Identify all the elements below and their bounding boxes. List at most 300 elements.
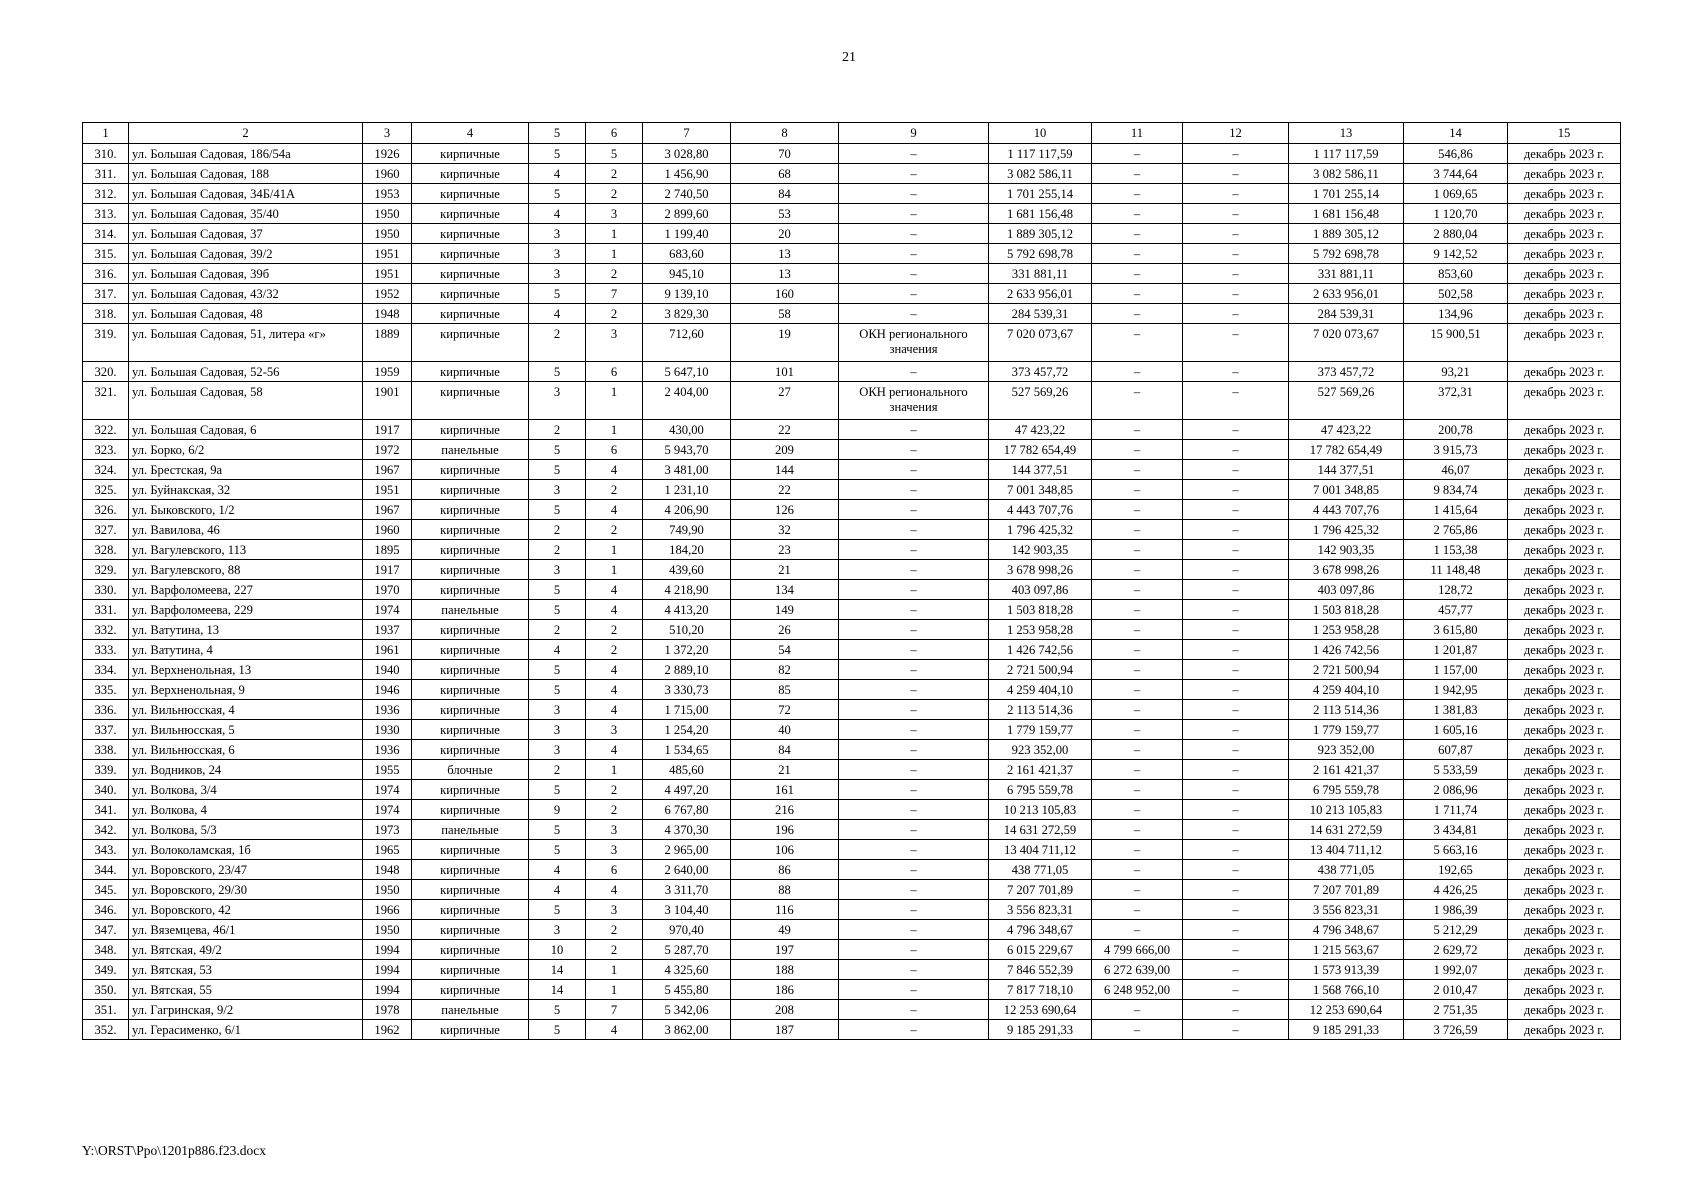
cell-address: ул. Вяземцева, 46/1 (129, 920, 363, 940)
cell-cost-per-sqm: 1 153,38 (1404, 540, 1508, 560)
column-header-7: 7 (643, 123, 731, 144)
cell-owners-share: 1 573 913,39 (1289, 960, 1404, 980)
cell-floors: 3 (529, 700, 586, 720)
cell-planned-date: декабрь 2023 г. (1508, 480, 1621, 500)
cell-fund-share: – (1092, 304, 1183, 324)
cell-residents-count: 53 (731, 204, 839, 224)
cell-fund-share: – (1092, 820, 1183, 840)
cell-wall-material: кирпичные (412, 362, 529, 382)
table-row (83, 304, 1621, 324)
table-row (83, 1020, 1621, 1040)
cell-address: ул. Большая Садовая, 34Б/41А (129, 184, 363, 204)
cell-cost-per-sqm: 46,07 (1404, 460, 1508, 480)
cell-floors: 5 (529, 840, 586, 860)
cell-heritage-status: – (839, 800, 989, 820)
cell-entrances: 3 (586, 324, 643, 362)
cell-row-number: 333. (83, 640, 129, 660)
cell-total-area: 5 455,80 (643, 980, 731, 1000)
table-row (83, 480, 1621, 500)
cell-year-built: 1973 (363, 820, 412, 840)
cell-entrances: 1 (586, 244, 643, 264)
cell-entrances: 4 (586, 700, 643, 720)
cell-total-area: 712,60 (643, 324, 731, 362)
cell-address: ул. Вавилова, 46 (129, 520, 363, 540)
cell-entrances: 4 (586, 880, 643, 900)
cell-regional-share: – (1183, 304, 1289, 324)
cell-entrances: 2 (586, 640, 643, 660)
cell-planned-date: декабрь 2023 г. (1508, 800, 1621, 820)
cell-wall-material: кирпичные (412, 500, 529, 520)
cell-regional-share: – (1183, 980, 1289, 1000)
cell-owners-share: 284 539,31 (1289, 304, 1404, 324)
cell-heritage-status: ОКН регионального значения (839, 382, 989, 420)
cell-planned-date: декабрь 2023 г. (1508, 880, 1621, 900)
cell-cost-per-sqm: 457,77 (1404, 600, 1508, 620)
cell-address: ул. Брестская, 9а (129, 460, 363, 480)
cell-row-number: 329. (83, 560, 129, 580)
cell-regional-share: – (1183, 1020, 1289, 1040)
cell-owners-share: 4 259 404,10 (1289, 680, 1404, 700)
column-header-14: 14 (1404, 123, 1508, 144)
cell-heritage-status: – (839, 960, 989, 980)
cell-year-built: 1951 (363, 244, 412, 264)
cell-wall-material: кирпичные (412, 800, 529, 820)
table-row (83, 760, 1621, 780)
cell-cost-per-sqm: 15 900,51 (1404, 324, 1508, 362)
cell-cost-per-sqm: 1 986,39 (1404, 900, 1508, 920)
cell-wall-material: кирпичные (412, 304, 529, 324)
cell-year-built: 1926 (363, 144, 412, 164)
cell-floors: 4 (529, 304, 586, 324)
cell-regional-share: – (1183, 720, 1289, 740)
cell-year-built: 1974 (363, 800, 412, 820)
cell-year-built: 1895 (363, 540, 412, 560)
cell-residents-count: 49 (731, 920, 839, 940)
cell-heritage-status: – (839, 600, 989, 620)
cell-row-number: 340. (83, 780, 129, 800)
cell-year-built: 1917 (363, 420, 412, 440)
cell-regional-share: – (1183, 284, 1289, 304)
page-number: 21 (842, 50, 856, 65)
cell-cost-per-sqm: 93,21 (1404, 362, 1508, 382)
cell-total-cost: 1 681 156,48 (989, 204, 1092, 224)
cell-fund-share: – (1092, 244, 1183, 264)
cell-heritage-status: – (839, 860, 989, 880)
cell-entrances: 2 (586, 620, 643, 640)
cell-total-cost: 144 377,51 (989, 460, 1092, 480)
table-row (83, 720, 1621, 740)
cell-fund-share: – (1092, 700, 1183, 720)
cell-residents-count: 106 (731, 840, 839, 860)
table-row (83, 560, 1621, 580)
cell-regional-share: – (1183, 204, 1289, 224)
cell-fund-share: – (1092, 144, 1183, 164)
cell-total-area: 5 647,10 (643, 362, 731, 382)
cell-cost-per-sqm: 1 415,64 (1404, 500, 1508, 520)
cell-total-cost: 7 846 552,39 (989, 960, 1092, 980)
cell-floors: 2 (529, 540, 586, 560)
cell-owners-share: 438 771,05 (1289, 860, 1404, 880)
cell-address: ул. Вятская, 55 (129, 980, 363, 1000)
cell-fund-share: – (1092, 620, 1183, 640)
cell-entrances: 4 (586, 460, 643, 480)
cell-row-number: 334. (83, 660, 129, 680)
cell-cost-per-sqm: 2 086,96 (1404, 780, 1508, 800)
cell-entrances: 4 (586, 580, 643, 600)
column-header-15: 15 (1508, 123, 1621, 144)
cell-total-area: 683,60 (643, 244, 731, 264)
cell-floors: 3 (529, 382, 586, 420)
cell-regional-share: – (1183, 680, 1289, 700)
cell-total-area: 4 370,30 (643, 820, 731, 840)
cell-row-number: 335. (83, 680, 129, 700)
cell-wall-material: кирпичные (412, 700, 529, 720)
cell-total-cost: 1 253 958,28 (989, 620, 1092, 640)
cell-residents-count: 101 (731, 362, 839, 382)
table-row (83, 780, 1621, 800)
cell-cost-per-sqm: 5 533,59 (1404, 760, 1508, 780)
cell-owners-share: 6 795 559,78 (1289, 780, 1404, 800)
cell-residents-count: 208 (731, 1000, 839, 1020)
cell-year-built: 1994 (363, 980, 412, 1000)
cell-planned-date: декабрь 2023 г. (1508, 920, 1621, 940)
cell-owners-share: 1 889 305,12 (1289, 224, 1404, 244)
cell-residents-count: 134 (731, 580, 839, 600)
cell-wall-material: кирпичные (412, 420, 529, 440)
cell-row-number: 339. (83, 760, 129, 780)
cell-total-cost: 2 161 421,37 (989, 760, 1092, 780)
cell-wall-material: кирпичные (412, 1020, 529, 1040)
cell-planned-date: декабрь 2023 г. (1508, 740, 1621, 760)
cell-total-area: 2 899,60 (643, 204, 731, 224)
cell-residents-count: 40 (731, 720, 839, 740)
table-row (83, 144, 1621, 164)
cell-regional-share: – (1183, 760, 1289, 780)
cell-fund-share: – (1092, 760, 1183, 780)
cell-year-built: 1962 (363, 1020, 412, 1040)
cell-planned-date: декабрь 2023 г. (1508, 720, 1621, 740)
cell-row-number: 325. (83, 480, 129, 500)
cell-fund-share: 6 248 952,00 (1092, 980, 1183, 1000)
cell-total-area: 439,60 (643, 560, 731, 580)
cell-heritage-status: – (839, 760, 989, 780)
cell-regional-share: – (1183, 820, 1289, 840)
table-row (83, 1000, 1621, 1020)
table-row (83, 460, 1621, 480)
cell-planned-date: декабрь 2023 г. (1508, 204, 1621, 224)
cell-heritage-status: – (839, 560, 989, 580)
cell-year-built: 1966 (363, 900, 412, 920)
cell-total-area: 1 715,00 (643, 700, 731, 720)
cell-residents-count: 85 (731, 680, 839, 700)
table-row (83, 960, 1621, 980)
cell-row-number: 347. (83, 920, 129, 940)
cell-total-area: 6 767,80 (643, 800, 731, 820)
cell-floors: 5 (529, 500, 586, 520)
cell-wall-material: кирпичные (412, 264, 529, 284)
cell-row-number: 319. (83, 324, 129, 362)
cell-regional-share: – (1183, 740, 1289, 760)
table-row (83, 600, 1621, 620)
cell-fund-share: – (1092, 680, 1183, 700)
cell-total-area: 3 481,00 (643, 460, 731, 480)
cell-cost-per-sqm: 1 120,70 (1404, 204, 1508, 224)
table-row (83, 640, 1621, 660)
cell-planned-date: декабрь 2023 г. (1508, 1000, 1621, 1020)
cell-total-area: 4 497,20 (643, 780, 731, 800)
cell-floors: 3 (529, 244, 586, 264)
table-row (83, 440, 1621, 460)
cell-owners-share: 47 423,22 (1289, 420, 1404, 440)
cell-fund-share: – (1092, 382, 1183, 420)
cell-cost-per-sqm: 3 615,80 (1404, 620, 1508, 640)
cell-row-number: 312. (83, 184, 129, 204)
cell-entrances: 2 (586, 304, 643, 324)
cell-residents-count: 186 (731, 980, 839, 1000)
cell-year-built: 1960 (363, 164, 412, 184)
cell-wall-material: панельные (412, 1000, 529, 1020)
cell-cost-per-sqm: 3 744,64 (1404, 164, 1508, 184)
cell-wall-material: кирпичные (412, 164, 529, 184)
cell-cost-per-sqm: 11 148,48 (1404, 560, 1508, 580)
cell-year-built: 1961 (363, 640, 412, 660)
cell-regional-share: – (1183, 920, 1289, 940)
cell-heritage-status: – (839, 304, 989, 324)
cell-address: ул. Большая Садовая, 39б (129, 264, 363, 284)
cell-floors: 2 (529, 620, 586, 640)
cell-total-cost: 4 796 348,67 (989, 920, 1092, 940)
cell-entrances: 4 (586, 500, 643, 520)
cell-owners-share: 4 443 707,76 (1289, 500, 1404, 520)
cell-floors: 5 (529, 440, 586, 460)
cell-year-built: 1955 (363, 760, 412, 780)
cell-year-built: 1917 (363, 560, 412, 580)
cell-entrances: 2 (586, 480, 643, 500)
cell-heritage-status: – (839, 1000, 989, 1020)
cell-residents-count: 23 (731, 540, 839, 560)
cell-heritage-status: – (839, 244, 989, 264)
cell-cost-per-sqm: 134,96 (1404, 304, 1508, 324)
cell-year-built: 1978 (363, 1000, 412, 1020)
cell-regional-share: – (1183, 144, 1289, 164)
cell-residents-count: 84 (731, 740, 839, 760)
cell-cost-per-sqm: 3 434,81 (1404, 820, 1508, 840)
cell-total-area: 2 404,00 (643, 382, 731, 420)
cell-total-cost: 3 678 998,26 (989, 560, 1092, 580)
cell-total-area: 3 829,30 (643, 304, 731, 324)
cell-regional-share: – (1183, 184, 1289, 204)
cell-total-cost: 5 792 698,78 (989, 244, 1092, 264)
cell-total-cost: 6 795 559,78 (989, 780, 1092, 800)
cell-address: ул. Водников, 24 (129, 760, 363, 780)
table-row (83, 184, 1621, 204)
cell-year-built: 1948 (363, 304, 412, 324)
cell-floors: 4 (529, 860, 586, 880)
cell-wall-material: кирпичные (412, 780, 529, 800)
cell-total-cost: 331 881,11 (989, 264, 1092, 284)
cell-fund-share: – (1092, 440, 1183, 460)
cell-cost-per-sqm: 1 069,65 (1404, 184, 1508, 204)
cell-cost-per-sqm: 1 942,95 (1404, 680, 1508, 700)
cell-total-cost: 3 082 586,11 (989, 164, 1092, 184)
cell-residents-count: 13 (731, 264, 839, 284)
cell-total-cost: 13 404 711,12 (989, 840, 1092, 860)
cell-owners-share: 3 082 586,11 (1289, 164, 1404, 184)
cell-entrances: 4 (586, 1020, 643, 1040)
cell-address: ул. Большая Садовая, 52-56 (129, 362, 363, 382)
cell-total-cost: 142 903,35 (989, 540, 1092, 560)
cell-year-built: 1946 (363, 680, 412, 700)
cell-wall-material: кирпичные (412, 960, 529, 980)
cell-planned-date: декабрь 2023 г. (1508, 960, 1621, 980)
cell-wall-material: кирпичные (412, 940, 529, 960)
cell-cost-per-sqm: 192,65 (1404, 860, 1508, 880)
housing-register-table (82, 122, 1621, 1040)
table-row (83, 660, 1621, 680)
cell-cost-per-sqm: 9 142,52 (1404, 244, 1508, 264)
cell-row-number: 318. (83, 304, 129, 324)
cell-cost-per-sqm: 9 834,74 (1404, 480, 1508, 500)
cell-row-number: 322. (83, 420, 129, 440)
cell-address: ул. Большая Садовая, 43/32 (129, 284, 363, 304)
column-header-8: 8 (731, 123, 839, 144)
cell-year-built: 1948 (363, 860, 412, 880)
column-header-3: 3 (363, 123, 412, 144)
table-row (83, 620, 1621, 640)
cell-regional-share: – (1183, 420, 1289, 440)
cell-address: ул. Большая Садовая, 186/54а (129, 144, 363, 164)
cell-cost-per-sqm: 607,87 (1404, 740, 1508, 760)
cell-row-number: 326. (83, 500, 129, 520)
cell-total-cost: 7 207 701,89 (989, 880, 1092, 900)
cell-wall-material: кирпичные (412, 720, 529, 740)
cell-residents-count: 216 (731, 800, 839, 820)
cell-total-area: 2 740,50 (643, 184, 731, 204)
cell-planned-date: декабрь 2023 г. (1508, 420, 1621, 440)
cell-floors: 5 (529, 660, 586, 680)
cell-row-number: 316. (83, 264, 129, 284)
cell-wall-material: кирпичные (412, 382, 529, 420)
table-row (83, 900, 1621, 920)
cell-owners-share: 144 377,51 (1289, 460, 1404, 480)
cell-cost-per-sqm: 546,86 (1404, 144, 1508, 164)
cell-residents-count: 21 (731, 760, 839, 780)
cell-entrances: 2 (586, 184, 643, 204)
cell-planned-date: декабрь 2023 г. (1508, 620, 1621, 640)
column-header-6: 6 (586, 123, 643, 144)
cell-planned-date: декабрь 2023 г. (1508, 560, 1621, 580)
cell-planned-date: декабрь 2023 г. (1508, 980, 1621, 1000)
cell-year-built: 1972 (363, 440, 412, 460)
cell-regional-share: – (1183, 164, 1289, 184)
cell-heritage-status: – (839, 144, 989, 164)
cell-year-built: 1965 (363, 840, 412, 860)
cell-heritage-status: – (839, 620, 989, 640)
cell-owners-share: 1 568 766,10 (1289, 980, 1404, 1000)
cell-year-built: 1970 (363, 580, 412, 600)
cell-address: ул. Вильнюсская, 4 (129, 700, 363, 720)
cell-row-number: 338. (83, 740, 129, 760)
cell-year-built: 1950 (363, 224, 412, 244)
cell-floors: 10 (529, 940, 586, 960)
cell-heritage-status: – (839, 740, 989, 760)
cell-planned-date: декабрь 2023 г. (1508, 760, 1621, 780)
cell-fund-share: – (1092, 880, 1183, 900)
cell-residents-count: 22 (731, 420, 839, 440)
cell-regional-share: – (1183, 324, 1289, 362)
cell-floors: 2 (529, 760, 586, 780)
cell-wall-material: кирпичные (412, 460, 529, 480)
cell-regional-share: – (1183, 700, 1289, 720)
cell-total-area: 485,60 (643, 760, 731, 780)
cell-heritage-status: – (839, 440, 989, 460)
cell-wall-material: панельные (412, 820, 529, 840)
cell-residents-count: 13 (731, 244, 839, 264)
column-header-4: 4 (412, 123, 529, 144)
cell-fund-share: 4 799 666,00 (1092, 940, 1183, 960)
cell-wall-material: кирпичные (412, 224, 529, 244)
column-header-12: 12 (1183, 123, 1289, 144)
cell-address: ул. Волкова, 5/3 (129, 820, 363, 840)
cell-row-number: 324. (83, 460, 129, 480)
table-row (83, 244, 1621, 264)
cell-planned-date: декабрь 2023 г. (1508, 700, 1621, 720)
cell-address: ул. Вятская, 49/2 (129, 940, 363, 960)
cell-owners-share: 403 097,86 (1289, 580, 1404, 600)
cell-year-built: 1940 (363, 660, 412, 680)
cell-total-cost: 4 259 404,10 (989, 680, 1092, 700)
table-row (83, 284, 1621, 304)
table-row (83, 540, 1621, 560)
cell-regional-share: – (1183, 460, 1289, 480)
cell-fund-share: – (1092, 164, 1183, 184)
cell-regional-share: – (1183, 900, 1289, 920)
cell-planned-date: декабрь 2023 г. (1508, 900, 1621, 920)
cell-heritage-status: – (839, 500, 989, 520)
cell-total-cost: 1 503 818,28 (989, 600, 1092, 620)
cell-wall-material: кирпичные (412, 840, 529, 860)
cell-total-cost: 1 889 305,12 (989, 224, 1092, 244)
cell-regional-share: – (1183, 520, 1289, 540)
cell-residents-count: 209 (731, 440, 839, 460)
cell-heritage-status: – (839, 460, 989, 480)
cell-entrances: 6 (586, 860, 643, 880)
cell-total-area: 1 199,40 (643, 224, 731, 244)
cell-floors: 3 (529, 224, 586, 244)
cell-entrances: 2 (586, 520, 643, 540)
column-header-9: 9 (839, 123, 989, 144)
cell-row-number: 350. (83, 980, 129, 1000)
cell-planned-date: декабрь 2023 г. (1508, 520, 1621, 540)
cell-fund-share: – (1092, 480, 1183, 500)
cell-total-cost: 527 569,26 (989, 382, 1092, 420)
cell-heritage-status: – (839, 640, 989, 660)
cell-entrances: 7 (586, 1000, 643, 1020)
cell-heritage-status: – (839, 780, 989, 800)
cell-total-area: 4 218,90 (643, 580, 731, 600)
cell-owners-share: 1 681 156,48 (1289, 204, 1404, 224)
cell-residents-count: 58 (731, 304, 839, 324)
cell-fund-share: – (1092, 1020, 1183, 1040)
cell-floors: 5 (529, 144, 586, 164)
cell-wall-material: кирпичные (412, 980, 529, 1000)
cell-floors: 5 (529, 780, 586, 800)
cell-regional-share: – (1183, 244, 1289, 264)
cell-total-area: 1 372,20 (643, 640, 731, 660)
cell-entrances: 3 (586, 204, 643, 224)
cell-address: ул. Воровского, 23/47 (129, 860, 363, 880)
cell-wall-material: кирпичные (412, 660, 529, 680)
